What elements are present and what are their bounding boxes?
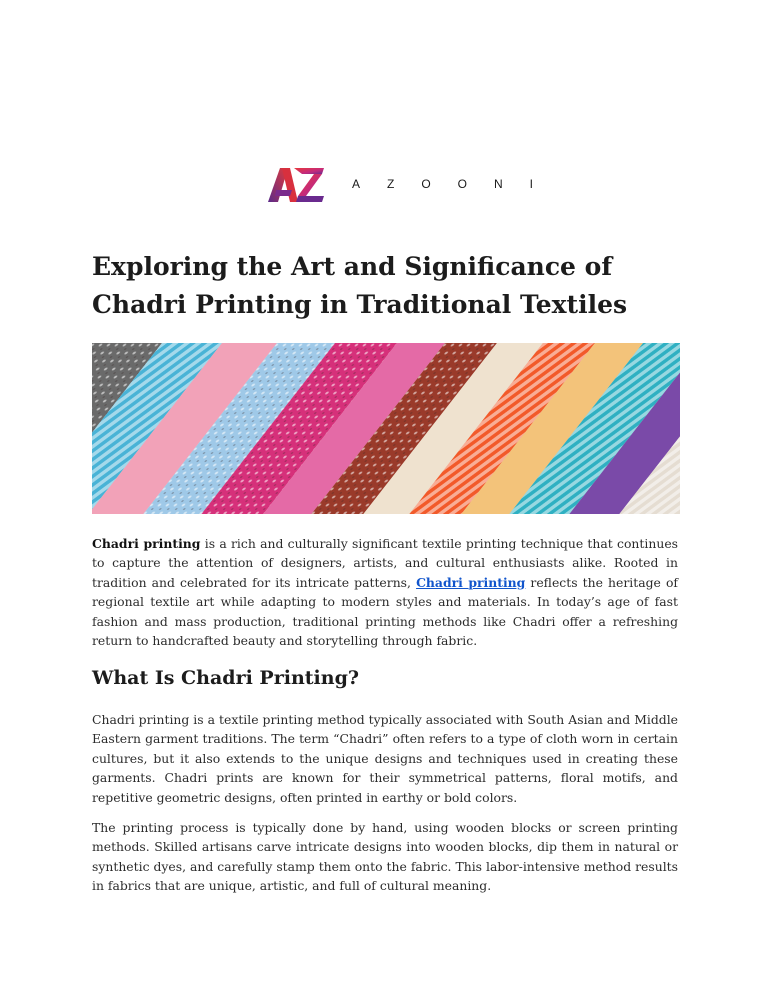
section-heading: What Is Chadri Printing? <box>92 667 359 689</box>
chadri-printing-link[interactable]: Chadri printing <box>416 574 526 590</box>
intro-lead: Chadri printing <box>92 536 201 551</box>
hero-image-fabric-rolls <box>92 343 680 514</box>
brand-wordmark: AZOONI <box>352 177 561 191</box>
section-paragraph-2: The printing process is typically done by hand, using wooden blocks or screen printing methods. Skilled artisans carve intricate designs into wooden blocks, dip them in natural or synthetic dyes, and carefully stamp them onto the fabric. This labor-intensive method results in fabrics that are unique, artistic, and full of cultural meaning. <box>92 820 678 894</box>
intro-paragraph <box>92 534 678 650</box>
brand-logo <box>268 166 560 202</box>
intro-text-1: is a rich and culturally significant textile printing technique that continues to capture the attention of designers, artists, and cultural enthusiasts alike. Rooted in tradition and celebrated for its intricate patterns, <box>92 536 679 590</box>
section-paragraph-1: Chadri printing is a textile printing method typically associated with South Asian and Middle Eastern garment traditions. The term “Chadri” often refers to a type of cloth worn in certain cultures, but it also extends to the unique designs and techniques used in creating these garments. Chadri prints are known for their symmetrical patterns, floral motifs, and repetitive geometric designs, often printed in earthy or bold colors. <box>92 712 678 805</box>
page-title: Exploring the Art and Significance of Chadri Printing in Traditional Textiles <box>92 252 628 319</box>
intro-text-2: reflects the heritage of regional textile art while adapting to modern styles and materials. In today’s age of fast fashion and mass production, traditional printing methods like Chadri offer a refreshing return to handcrafted beauty and storytelling through fabric. <box>92 574 678 649</box>
az-monogram-icon <box>268 166 326 202</box>
